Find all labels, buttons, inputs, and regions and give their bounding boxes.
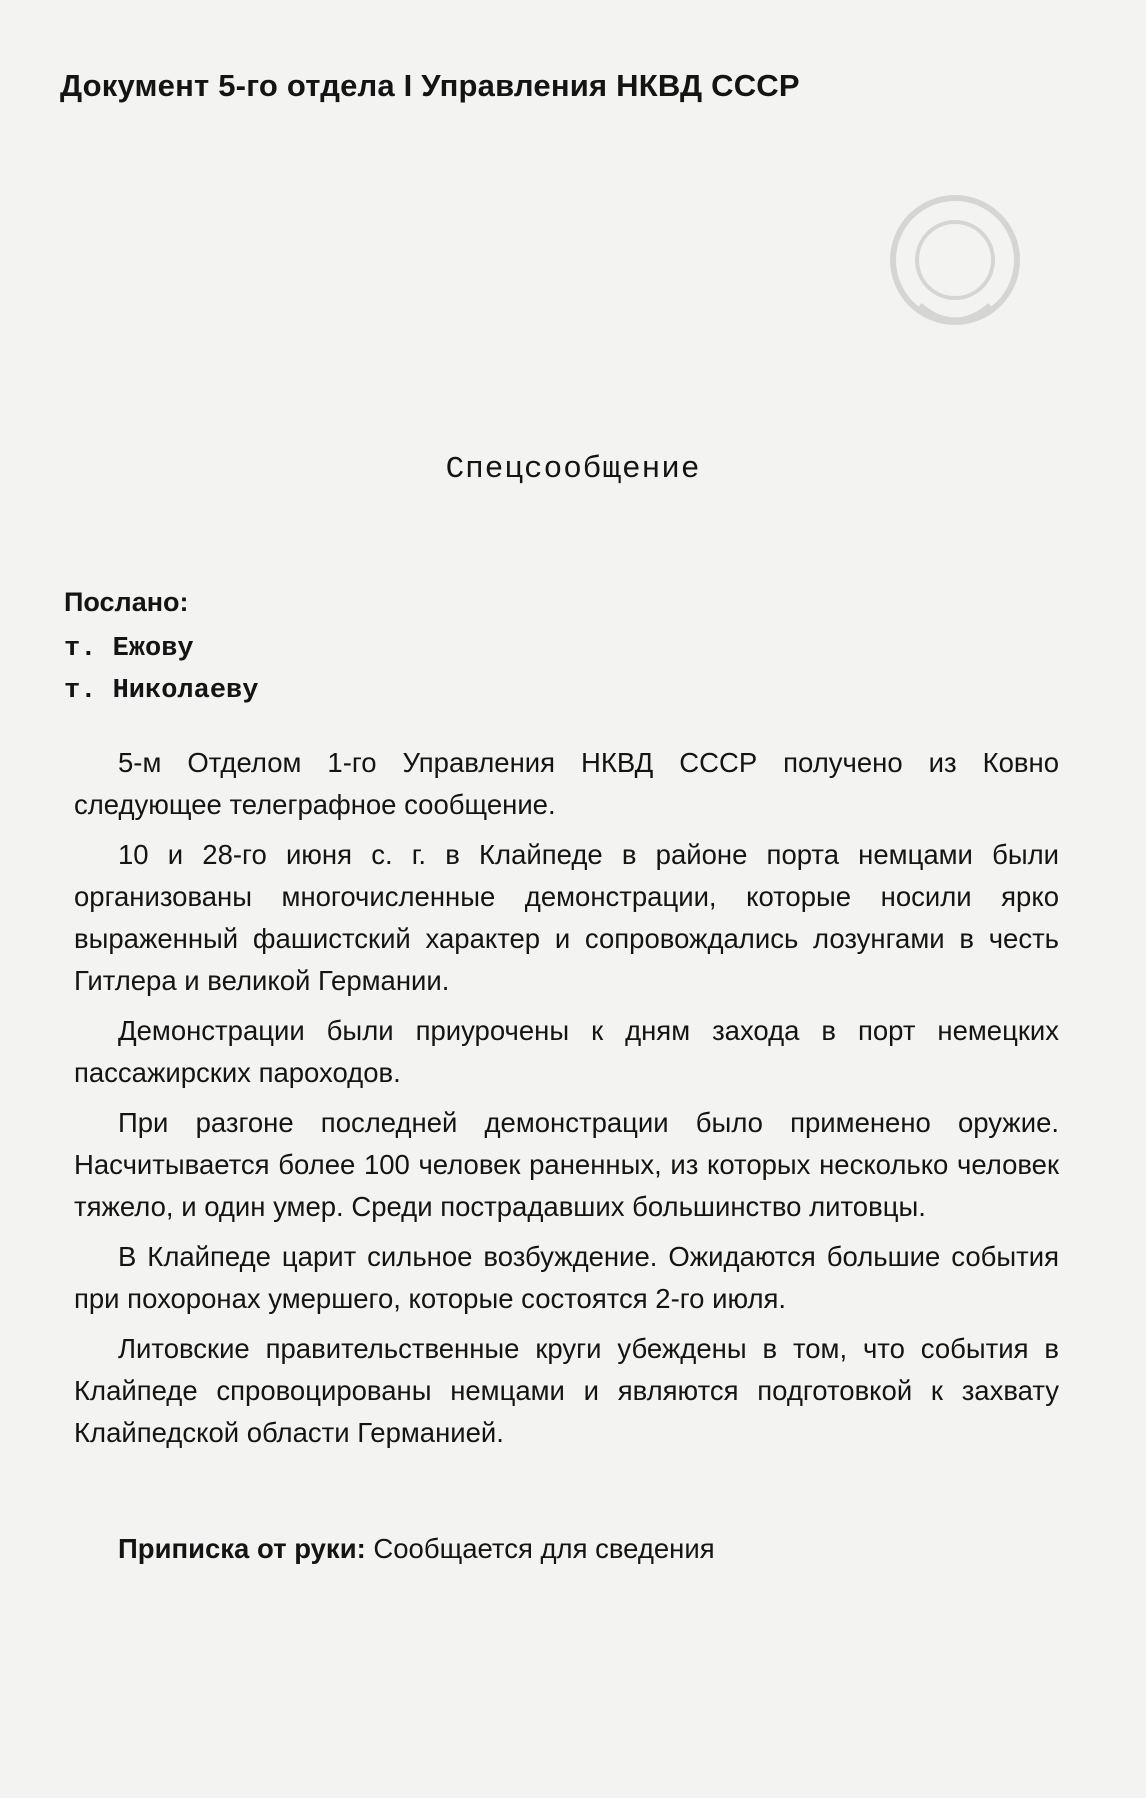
message-body [74,742,1059,1462]
section-heading: Документ 5-го отдела I Управления НКВД СССР [60,68,800,103]
paragraph: Демонстрации были приурочены к дням захода в порт немецких пассажирских пароходов. [74,1015,1059,1088]
handwritten-note [118,1533,715,1565]
bleed-through-seal-icon [880,185,1030,365]
note-label: Приписка от руки: [118,1533,366,1564]
paragraph: В Клайпеде царит сильное возбуждение. Ожидаются большие события при похоронах умершего, которые состоятся 2-го июля. [74,1241,1059,1314]
note-text: Сообщается для сведения [373,1533,715,1564]
recipient-list [64,628,258,712]
sent-label: Послано: [64,587,189,617]
paragraph: 10 и 28-го июня с. г. в Клайпеде в районе порта немцами были организованы многочисленные демонстрации, которые носили ярко выраженный фашистский характер и сопровождались лозунгами в честь Гитлера и великой Германии. [74,839,1059,996]
paragraph: При разгоне последней демонстрации было применено оружие. Насчитывается более 100 человек раненных, из которых несколько человек тяжело, и один умер. Среди пострадавших большинство литовцы. [74,1107,1059,1222]
recipient-item: т. Николаеву [64,676,259,706]
paragraph: 5-м Отделом 1-го Управления НКВД СССР получено из Ковно следующее телеграфное сообщение. [74,747,1059,820]
paragraph: Литовские правительственные круги убеждены в том, что события в Клайпеде спровоцированы немцами и являются подготовкой к захвату Клайпедской области Германией. [74,1333,1059,1448]
recipient-item: т. Ежову [64,634,194,664]
document-title: Спецсообщение [445,452,701,487]
